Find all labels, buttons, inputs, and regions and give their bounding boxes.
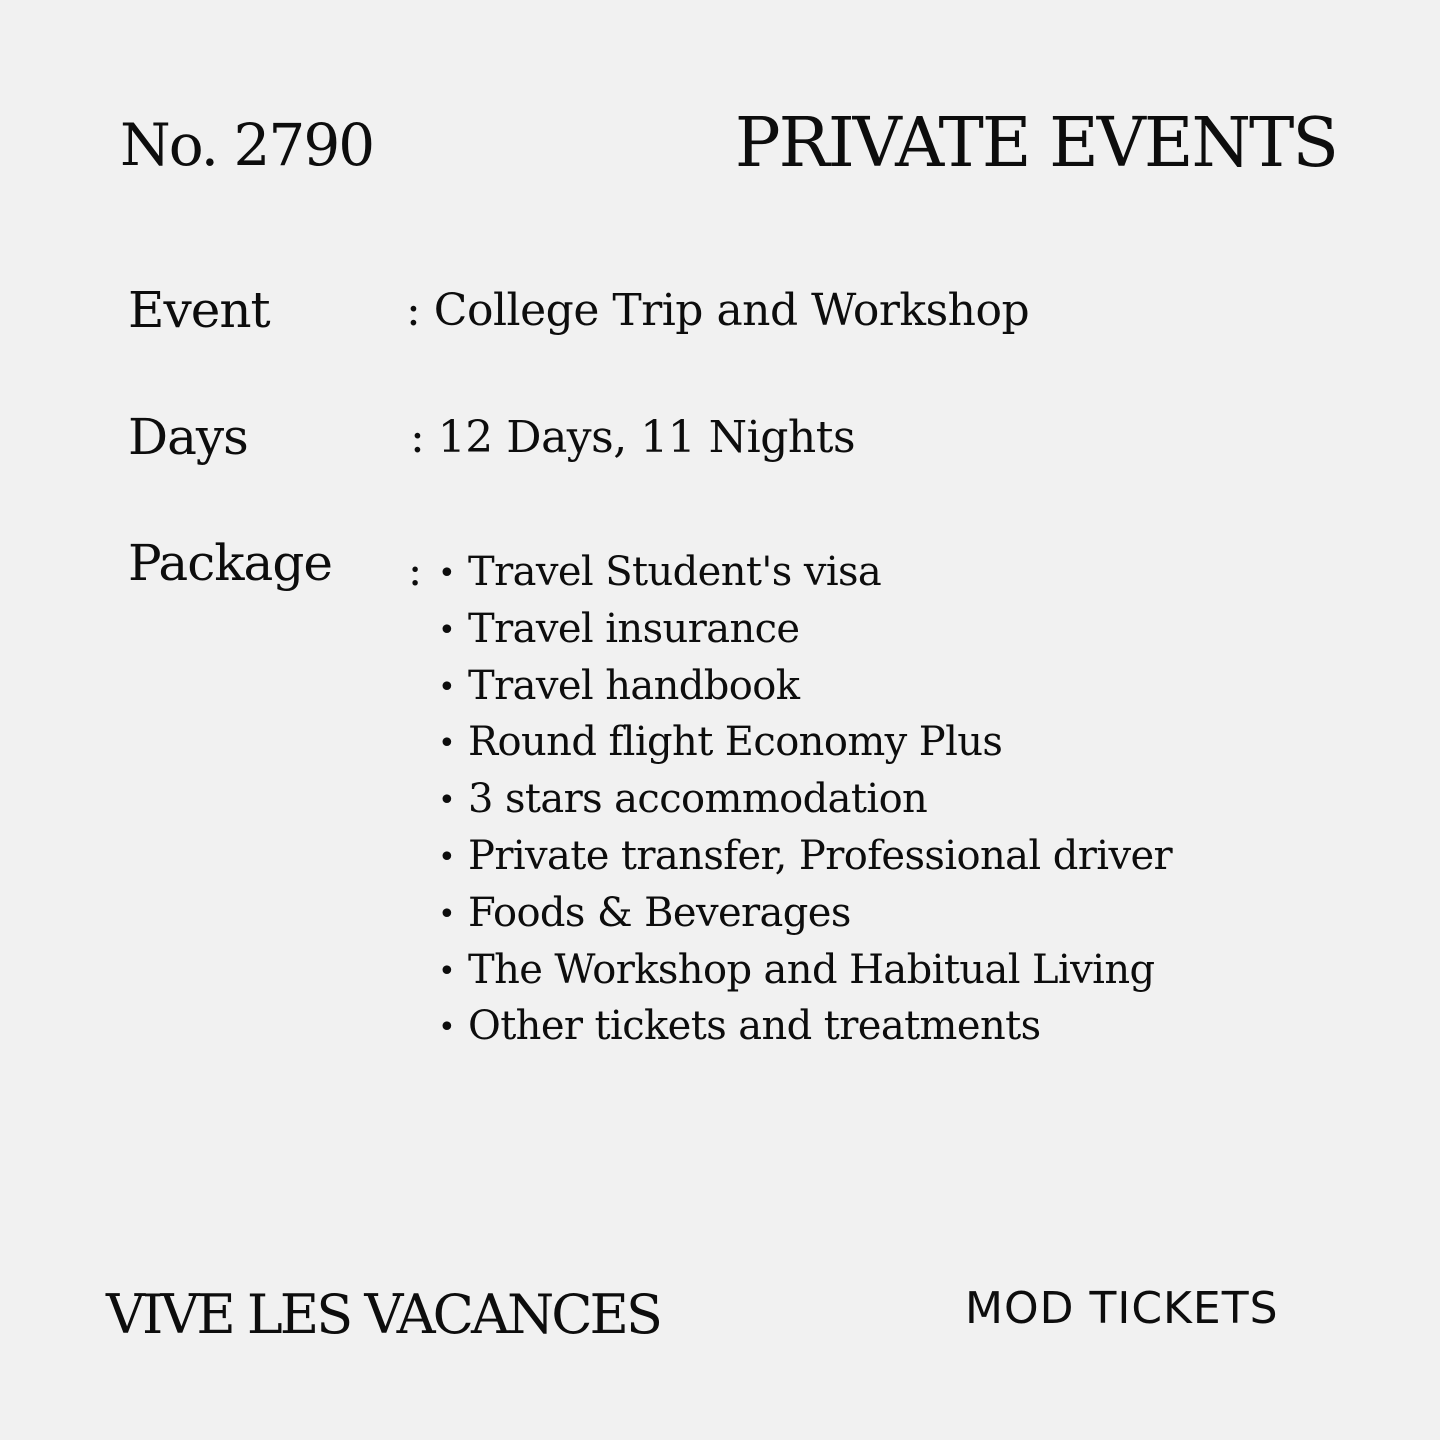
- bullet-icon: •: [438, 612, 456, 648]
- package-item: [438, 943, 1172, 1000]
- package-list: [438, 545, 1172, 1056]
- package-item-label: Round flight Economy Plus: [468, 719, 1003, 766]
- bullet-icon: •: [438, 783, 456, 819]
- package-item: [438, 659, 1172, 716]
- brand-left: VIVE LES VACANCES: [106, 1283, 660, 1346]
- days-label: Days: [128, 408, 248, 466]
- bullet-icon: •: [438, 669, 456, 705]
- bullet-icon: •: [438, 839, 456, 875]
- bullet-icon: •: [438, 556, 456, 591]
- package-item: [438, 886, 1172, 943]
- package-item-label: Travel handbook: [468, 662, 800, 709]
- package-separator: :: [408, 546, 423, 595]
- package-item-label: Other tickets and treatments: [468, 1003, 1041, 1050]
- package-item: [438, 999, 1172, 1056]
- event-label: Event: [128, 281, 270, 339]
- package-item-label: Private transfer, Professional driver: [468, 832, 1173, 879]
- event-value: : College Trip and Workshop: [406, 285, 1030, 336]
- brand-right: MOD TICKETS: [965, 1283, 1279, 1334]
- package-item-label: Travel insurance: [468, 605, 800, 652]
- package-item-label: The Workshop and Habitual Living: [468, 946, 1155, 993]
- bullet-icon: •: [438, 726, 456, 762]
- bullet-icon: •: [438, 953, 456, 989]
- days-value: : 12 Days, 11 Nights: [410, 412, 856, 463]
- ticket-number: No. 2790: [120, 111, 374, 179]
- package-item: [438, 545, 1172, 602]
- package-item-label: 3 stars accommodation: [468, 776, 928, 823]
- package-item: [438, 772, 1172, 829]
- package-item: [438, 602, 1172, 659]
- package-item-label: Travel Student's visa: [468, 549, 882, 595]
- package-item: [438, 715, 1172, 772]
- package-label: Package: [128, 534, 332, 592]
- package-item-label: Foods & Beverages: [468, 889, 851, 936]
- bullet-icon: •: [438, 1010, 456, 1046]
- package-item: [438, 829, 1172, 886]
- bullet-icon: •: [438, 896, 456, 932]
- page-title: PRIVATE EVENTS: [734, 104, 1337, 183]
